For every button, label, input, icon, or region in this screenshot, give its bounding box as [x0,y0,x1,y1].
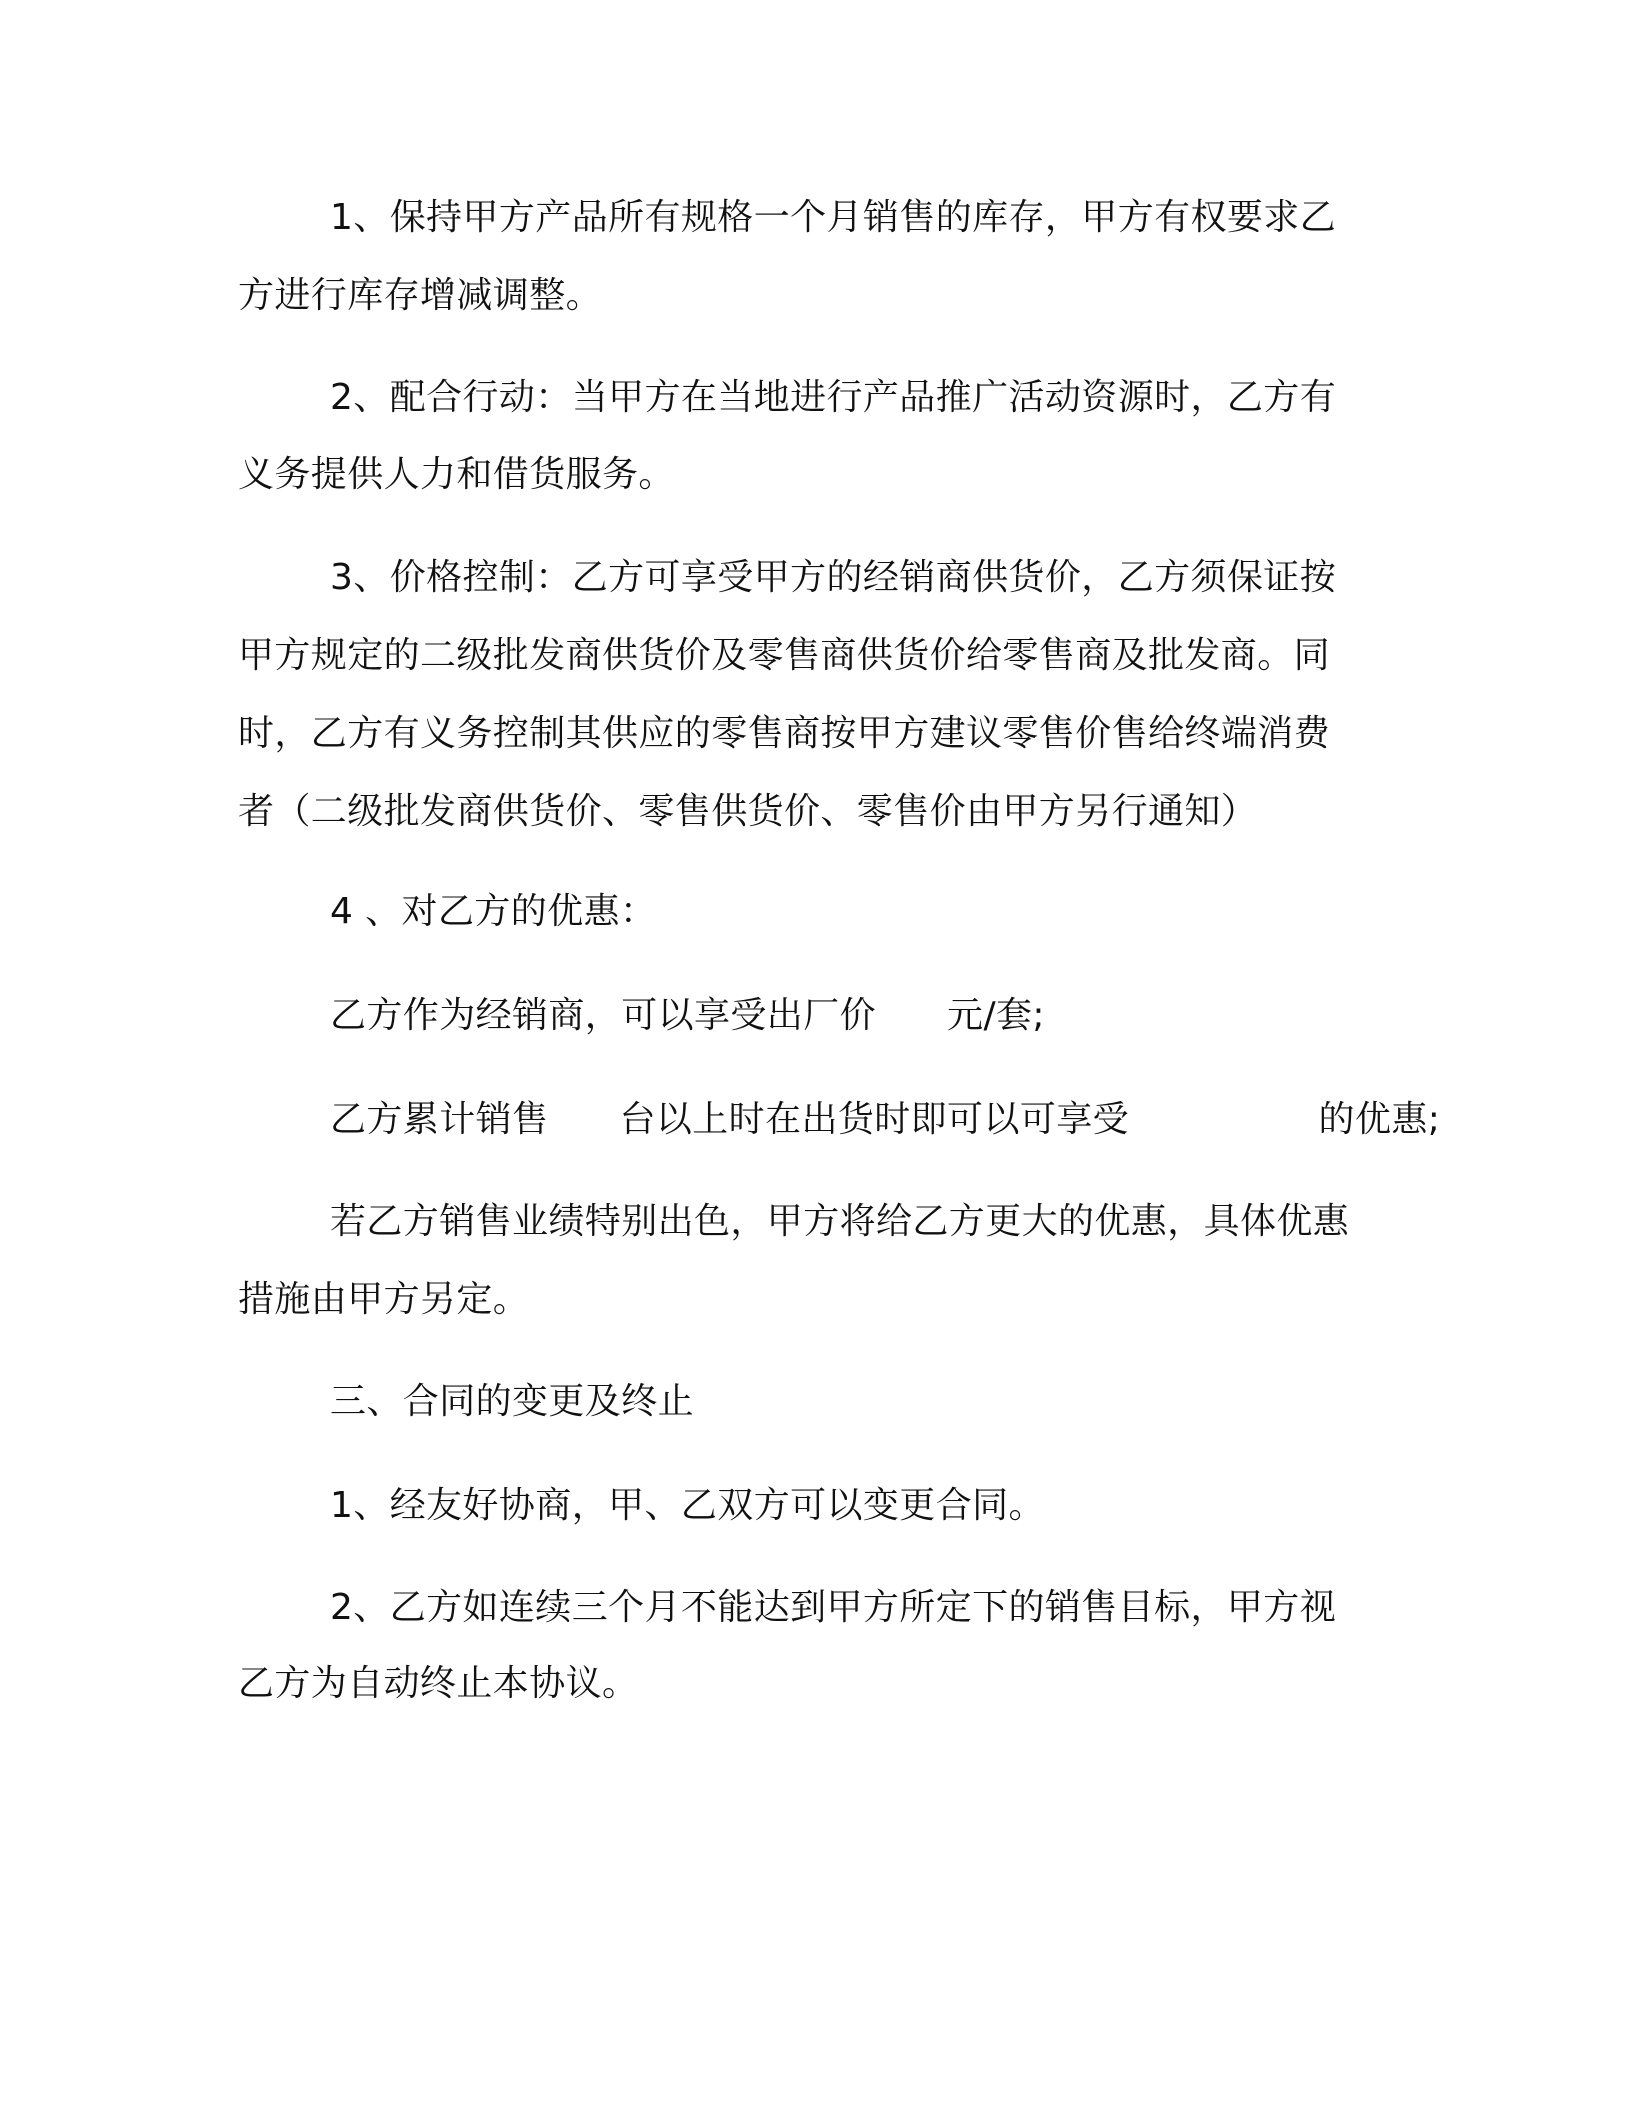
discount-volume-sales: 乙方累计销售 台以上时在出货时即可以可享受 的优惠; [330,1099,1441,1140]
discount-ex-factory-price: 乙方作为经销商，可以享受出厂价 元/套; [330,995,1045,1036]
section-3-heading: 三、合同的变更及终止 [330,1381,695,1422]
clause-3-line-2: 甲方规定的二级批发商供货价及零售商供货价给零售商及批发商。同 [238,635,1331,676]
clause-3-line-4: 者（二级批发商供货价、零售供货价、零售价由甲方另行通知） [238,791,1258,832]
clause-2-line-2: 义务提供人力和借货服务。 [238,454,675,495]
termination-clause-line-2: 乙方为自动终止本协议。 [238,1663,639,1704]
clause-3-line-3: 时，乙方有义务控制其供应的零售商按甲方建议零售价售给终端消费 [238,713,1331,754]
discount-extra-line-1: 若乙方销售业绩特别出色，甲方将给乙方更大的优惠，具体优惠 [330,1201,1350,1242]
clause-2-line-1: 2、配合行动：当甲方在当地进行产品推广活动资源时，乙方有 [330,377,1337,418]
clause-4-heading: 4 、对乙方的优惠： [330,891,657,932]
clause-1-line-1: 1、保持甲方产品所有规格一个月销售的库存，甲方有权要求乙 [330,197,1337,238]
clause-1-line-2: 方进行库存增减调整。 [238,275,603,316]
clause-3-line-1: 3、价格控制：乙方可享受甲方的经销商供货价，乙方须保证按 [330,557,1337,598]
discount-extra-line-2: 措施由甲方另定。 [238,1279,530,1320]
change-clause-1: 1、经友好协商，甲、乙双方可以变更合同。 [330,1485,1045,1526]
termination-clause-line-1: 2、乙方如连续三个月不能达到甲方所定下的销售目标，甲方视 [330,1587,1337,1628]
